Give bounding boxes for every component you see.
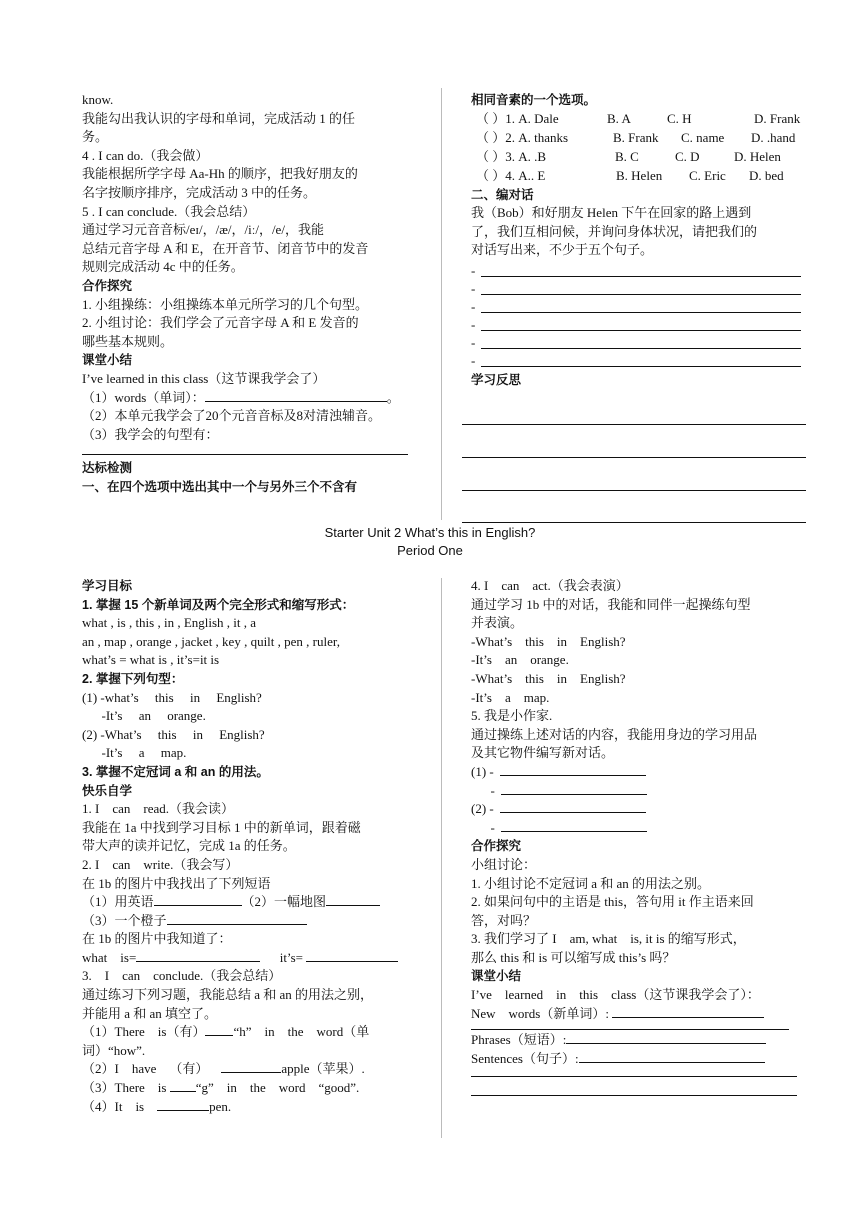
choice-b: B. C: [615, 148, 639, 164]
text-line: 4. I can act.（我会表演）: [471, 578, 629, 593]
section-heading-cooperation: 合作探究: [82, 278, 133, 293]
choice-question-2: [471, 129, 801, 148]
fill-line: [471, 800, 801, 819]
dialog-line: -It’s an orange.: [471, 652, 569, 668]
text-line: know.: [82, 92, 114, 107]
section-heading-choice: 一、在四个选项中选出其中一个与另外三个不含有: [82, 479, 358, 494]
text-line: 那么 this 和 is 可以缩写成 this’s 吗？: [471, 949, 676, 965]
choice-d: D. bed: [749, 167, 784, 183]
text-line: 答，对吗？: [471, 912, 537, 928]
goal-line: what’s = what is , it’s=it is: [82, 652, 220, 668]
text-line: 4 . I can do.（我会做）: [82, 147, 209, 163]
write-1a-label: (1) -: [471, 763, 494, 779]
choice-b: B. Frank: [613, 129, 659, 145]
choice-question-1: [471, 110, 801, 129]
text-line: 通过学习元音音标/eɪ/，/æ/，/iː/，/e/，我能: [82, 222, 324, 238]
choice-b: B. A: [607, 110, 631, 126]
exercise-4-stem: （4）It is: [82, 1098, 145, 1114]
column-divider-top: [441, 88, 442, 520]
section-heading-summary-2: 课堂小结: [471, 969, 522, 984]
text-line: 小组讨论：: [471, 856, 537, 872]
choice-stem: （ ）4. A.. E: [476, 167, 546, 183]
what-is-label: what is=: [82, 949, 137, 965]
goal-line: (1) -what’s this in English?: [82, 689, 262, 705]
goal-line: 3. 掌握不定冠词 a 和 an 的用法。: [82, 764, 269, 779]
sentences-blank-3[interactable]: [471, 1095, 797, 1096]
phrases-blank[interactable]: [566, 1031, 766, 1044]
what-is-blank[interactable]: [136, 949, 260, 962]
words-blank[interactable]: [205, 389, 387, 402]
exercise-1-blank[interactable]: [205, 1023, 233, 1036]
exercise-4-rest: pen.: [209, 1098, 232, 1114]
text-line: 并表演。: [471, 615, 524, 631]
phrase-english-blank[interactable]: [154, 893, 242, 906]
exercise-2-stem: （2）I have （有）: [82, 1061, 209, 1077]
write-2a-label: (2) -: [471, 801, 494, 817]
text-line: 我能勾出我认识的字母和单词，完成活动 1 的任: [82, 110, 356, 126]
section-heading-reflection: 学习反思: [471, 372, 522, 387]
phrase-orange-label: （3）一个橙子: [82, 912, 167, 928]
phrase-orange-blank[interactable]: [167, 912, 307, 925]
text-line: 我能在 1a 中找到学习目标 1 中的新单词，跟着磁: [82, 819, 361, 835]
text-line: 1. 小组讨论不定冠词 a 和 an 的用法之别。: [471, 875, 711, 891]
fill-line: [82, 949, 414, 968]
fill-line: [471, 819, 801, 838]
text-line: （3）我学会的句型有：: [82, 426, 219, 442]
choice-instruction-cont: 相同音素的一个选项。: [471, 93, 597, 107]
fill-line: [82, 1079, 414, 1098]
text-line: I’ve learned in this class（这节课我学会了）：: [471, 987, 760, 1003]
text-line: 了，我们互相问候，并询问身体状况，请把我们的: [471, 223, 758, 239]
choice-question-4: [471, 167, 801, 186]
dialog-line[interactable]: [471, 263, 801, 281]
write-2b-blank[interactable]: [501, 819, 647, 832]
fill-line: [82, 1023, 414, 1042]
phrase-map-label: （2）一幅地图: [241, 894, 327, 910]
dialog-line[interactable]: [471, 317, 801, 335]
reflection-line[interactable]: [462, 457, 806, 458]
sentences-label: Sentences（句子）:: [471, 1050, 579, 1066]
choice-c: C. D: [675, 148, 700, 164]
choice-d: D. Helen: [734, 148, 781, 164]
text-line: 务。: [82, 129, 109, 145]
dialog-line: -What’s this in English?: [471, 633, 626, 649]
period-title: Period One: [397, 543, 463, 558]
write-1b-label: -: [471, 782, 495, 798]
bottom-right-column: [471, 577, 801, 1096]
section-heading-test: 达标检测: [82, 461, 133, 476]
text-line: 在 1b 的图片中我知道了：: [82, 931, 232, 947]
choice-c: C. H: [667, 110, 692, 126]
write-1b-blank[interactable]: [501, 782, 647, 795]
goal-line: what , is , this , in , English , it , a: [82, 615, 257, 631]
write-1a-blank[interactable]: [500, 763, 646, 776]
dialog-line[interactable]: [471, 335, 801, 353]
choice-d: D. Frank: [754, 110, 801, 126]
exercise-3-stem: （3）There is: [82, 1080, 167, 1096]
text-line: 2. 如果问句中的主语是 this，答句用 it 作主语来回: [471, 894, 754, 910]
text-line: 名字按顺序排序，完成活动 3 中的任务。: [82, 184, 317, 200]
text-line: 5 . I can conclude.（我会总结）: [82, 203, 256, 219]
fill-line: [471, 1031, 801, 1050]
section-heading-goals: 学习目标: [82, 579, 133, 593]
goal-line: -It’s a map.: [82, 745, 187, 761]
dialog-line[interactable]: [471, 353, 801, 371]
text-line: 总结元音字母 A 和 E，在开音节、闭音节中的发音: [82, 240, 369, 256]
section-heading-dialog: 二、编对话: [471, 187, 534, 202]
top-right-column: [471, 91, 801, 390]
dash-mark: -: [471, 335, 476, 351]
words-fill-line: [82, 389, 414, 408]
text-line: 对话写出来，不少于五个句子。: [471, 242, 654, 258]
exercise-2-rest: apple（苹果）.: [281, 1061, 365, 1077]
text-line: 3. I can conclude.（我会总结）: [82, 968, 282, 984]
choice-c: C. Eric: [689, 167, 726, 183]
exercise-1-rest: “h” in the word（单: [233, 1024, 370, 1040]
text-line: 带大声的读并记忆，完成 1a 的任务。: [82, 838, 296, 854]
goal-line: -It’s an orange.: [82, 708, 206, 724]
text-line: 通过练习下列习题，我能总结 a 和 an 的用法之别，: [82, 987, 374, 1003]
new-words-label: New words（新单词）:: [471, 1005, 609, 1021]
reflection-line[interactable]: [462, 522, 806, 523]
exercise-2-blank[interactable]: [221, 1060, 281, 1073]
exercise-3-blank[interactable]: [170, 1079, 196, 1092]
section-heading-summary: 课堂小结: [82, 353, 133, 368]
goal-line: 2. 掌握下列句型：: [82, 671, 184, 686]
dash-mark: -: [471, 299, 476, 315]
text-line: 词）“how”.: [82, 1042, 146, 1058]
fill-line: [82, 1098, 414, 1117]
choice-b: B. Helen: [616, 167, 663, 183]
unit-title: Starter Unit 2 What’s this in English?: [324, 525, 536, 540]
fill-line: [82, 912, 414, 931]
reflection-line[interactable]: [462, 424, 806, 425]
dialog-line: -It’s a map.: [471, 689, 550, 705]
text-line: 及其它物件编写新对话。: [471, 745, 615, 761]
column-divider-bottom: [441, 578, 442, 1138]
section-heading-self-study: 快乐自学: [82, 783, 133, 798]
new-words-blank[interactable]: [612, 1005, 764, 1018]
fill-line: [82, 1060, 414, 1079]
dialog-line[interactable]: [471, 299, 801, 317]
phrase-english-label: （1）用英语: [82, 894, 154, 910]
dialog-line[interactable]: [471, 281, 801, 299]
write-2b-label: -: [471, 819, 495, 835]
text-line: 并能用 a 和 an 填空了。: [82, 1005, 218, 1021]
goal-line: (2) -What’s this in English?: [82, 726, 265, 742]
text-line: 5. 我是小作家.: [471, 708, 553, 724]
section-heading-cooperation-2: 合作探究: [471, 839, 522, 854]
goal-line: an , map , orange , jacket , key , quilt , pen , ruler,: [82, 633, 340, 649]
write-2a-blank[interactable]: [500, 800, 646, 813]
choice-stem: （ ）1. A. Dale: [476, 110, 559, 126]
text-line: 1. I can read.（我会读）: [82, 801, 234, 817]
text-line: 我能根据所学字母 Aa-Hh 的顺序，把我好朋友的: [82, 166, 358, 182]
dash-mark: -: [471, 281, 476, 297]
reflection-line[interactable]: [462, 490, 806, 491]
fill-line: [471, 782, 801, 801]
fill-line: [471, 1005, 801, 1024]
dash-mark: -: [471, 263, 476, 279]
exercise-4-blank[interactable]: [157, 1098, 209, 1111]
goal-line: 1. 掌握 15 个新单词及两个完全形式和缩写形式：: [82, 597, 355, 612]
text-line: 2. 小组讨论：我们学会了元音字母 A 和 E 发音的: [82, 315, 359, 331]
text-line: 3. 我们学习了 I am, what is, it is 的缩写形式，: [471, 931, 746, 947]
choice-c: C. name: [681, 129, 725, 145]
text-line: I’ve learned in this class（这节课我学会了）: [82, 370, 326, 386]
text-line: 通过学习 1b 中的对话，我能和同伴一起操练句型: [471, 596, 751, 612]
fill-line: [471, 763, 801, 782]
dash-mark: -: [471, 317, 476, 333]
words-label: （1）words（单词）：: [82, 389, 205, 405]
choice-question-3: [471, 148, 801, 167]
choice-d: D. .hand: [751, 129, 796, 145]
text-line: （2）本单元我学会了20个元音音标及8对清浊辅音。: [82, 408, 382, 424]
new-words-blank-2[interactable]: [471, 1029, 789, 1030]
sentences-blank-2[interactable]: [471, 1076, 797, 1077]
dialog-line: -What’s this in English?: [471, 670, 626, 686]
text-line: 1. 小组操练：小组操练本单元所学习的几个句型。: [82, 296, 369, 312]
phrase-map-blank[interactable]: [326, 893, 380, 906]
bottom-left-column: [82, 577, 414, 1116]
exercise-1-stem: （1）There is（有）: [82, 1024, 206, 1040]
phrases-label: Phrases（短语）:: [471, 1032, 567, 1048]
fill-line: [82, 893, 414, 912]
sentences-blank[interactable]: [579, 1050, 765, 1063]
top-left-column: [82, 91, 414, 496]
period-mark: 。: [386, 389, 400, 405]
its-blank[interactable]: [306, 949, 398, 962]
text-line: 2. I can write.（我会写）: [82, 856, 239, 872]
fill-line: [471, 1050, 801, 1069]
text-line: 哪些基本规则。: [82, 333, 174, 349]
text-line: 规则完成活动 4c 中的任务。: [82, 259, 244, 275]
exercise-3-rest: “g” in the word “good”.: [195, 1080, 360, 1096]
choice-stem: （ ）2. A. thanks: [476, 129, 569, 145]
choice-stem: （ ）3. A. .B: [476, 148, 547, 164]
text-line: 我（Bob）和好朋友 Helen 下午在回家的路上遇到: [471, 205, 752, 221]
text-line: 通过操练上述对话的内容，我能用身边的学习用品: [471, 726, 758, 742]
dash-mark: -: [471, 353, 476, 369]
text-line: 在 1b 的图片中我找出了下列短语: [82, 875, 271, 891]
its-label: it’s=: [279, 949, 304, 965]
sentences-blank-line[interactable]: [82, 454, 408, 455]
